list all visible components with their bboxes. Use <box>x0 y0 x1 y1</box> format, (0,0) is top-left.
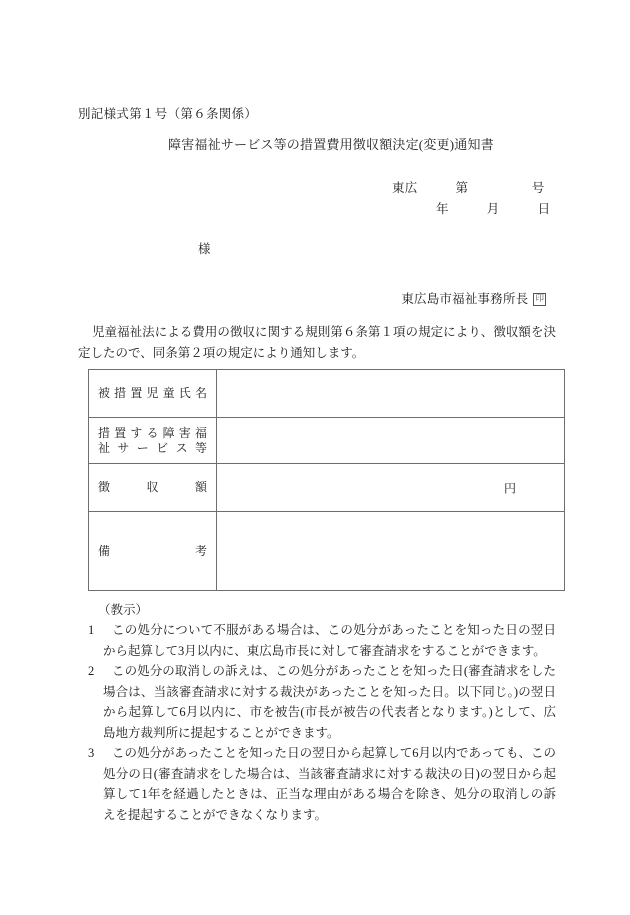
list-item-number: 2 <box>88 664 95 678</box>
label-char: 置 <box>130 386 143 400</box>
row-value-child-name[interactable] <box>217 370 565 418</box>
form-number: 別記様式第１号（第６条関係） <box>78 107 258 121</box>
label-line <box>98 426 207 441</box>
row-label-amount <box>89 464 217 512</box>
list-item-number: 1 <box>88 623 95 637</box>
row-label-remarks <box>89 512 217 591</box>
label-char: ビ <box>156 440 169 455</box>
document-title: 障害福祉サービス等の措置費用徴収額決定(変更)通知書 <box>168 137 494 152</box>
list-item-text: この処分の取消しの訴えは、この処分があったことを知った日(審査請求をした場合は、当該審査請求に対する裁決があったことを知った日。以下同じ。)の翌日から起算して6月以内に、市を被告(市長が被告の代表者となります。)として、広島地方裁判所に提起することができます。 <box>103 664 556 740</box>
label-line <box>98 441 207 456</box>
row-value-service[interactable] <box>217 418 565 464</box>
label-char: 児 <box>146 386 159 400</box>
currency-unit: 円 <box>503 481 516 495</box>
label-char: 備 <box>98 543 111 558</box>
table-row <box>89 464 565 512</box>
label-char: 等 <box>194 440 207 455</box>
label-char: る <box>146 425 159 440</box>
collection-amount-table <box>88 369 565 591</box>
label-char: ス <box>175 440 188 455</box>
label-char: 童 <box>162 386 175 400</box>
label-char: 福 <box>194 425 207 440</box>
label-line <box>98 386 207 401</box>
label-line <box>98 544 207 559</box>
seal-stamp-icon: 印 <box>533 293 546 306</box>
label-char: す <box>130 425 143 440</box>
list-item-text: この処分があったことを知った日の翌日から起算して6月以内であっても、この処分の日(審査請求をした場合は、当該審査請求に対する裁決の日)の翌日から起算して1年を経過したときは、正当な理由がある場合を除き、処分の取消しの訴えを提起することができなくなります。 <box>103 746 556 822</box>
table-row <box>89 370 565 418</box>
list-item <box>88 743 556 825</box>
label-char: 祉 <box>98 440 111 455</box>
list-item <box>88 620 556 661</box>
document-number-line: 東広 第 号 <box>392 181 545 195</box>
label-char: サ <box>117 440 130 455</box>
issuer-line <box>388 274 546 322</box>
label-char: 被 <box>98 386 111 400</box>
table-row <box>89 418 565 464</box>
body-paragraph: 児童福祉法による費用の徴収に関する規則第６条第１項の規定により、徴収額を決定したので、同条第２項の規定により通知します。 <box>78 325 556 360</box>
label-char: 氏 <box>178 386 191 400</box>
list-item <box>88 661 556 743</box>
label-char: 考 <box>194 543 207 558</box>
label-char: 措 <box>98 425 111 440</box>
label-line <box>98 480 207 495</box>
label-char: ー <box>136 440 149 455</box>
instructions-heading: （教示） <box>98 603 149 617</box>
instructions-list <box>88 620 556 825</box>
document-date-line: 年 月 日 <box>436 202 551 216</box>
label-char: 害 <box>178 425 191 440</box>
addressee-suffix: 様 <box>198 242 211 256</box>
issuer-name: 東広島市福祉事務所長 <box>401 292 529 306</box>
row-value-amount[interactable] <box>217 464 565 512</box>
label-char: 障 <box>162 425 175 440</box>
label-char: 名 <box>194 386 207 400</box>
table-row <box>89 512 565 591</box>
label-char: 措 <box>114 386 127 400</box>
row-label-child-name <box>89 370 217 418</box>
label-char: 額 <box>194 480 207 494</box>
label-char: 収 <box>146 480 159 494</box>
row-label-service <box>89 418 217 464</box>
row-value-remarks[interactable] <box>217 512 565 591</box>
label-char: 徴 <box>98 480 111 494</box>
label-char: 置 <box>114 425 127 440</box>
list-item-number: 3 <box>88 746 95 760</box>
list-item-text: この処分について不服がある場合は、この処分があったことを知った日の翌日から起算して3月以内に、東広島市長に対して審査請求をすることができます。 <box>103 623 556 658</box>
